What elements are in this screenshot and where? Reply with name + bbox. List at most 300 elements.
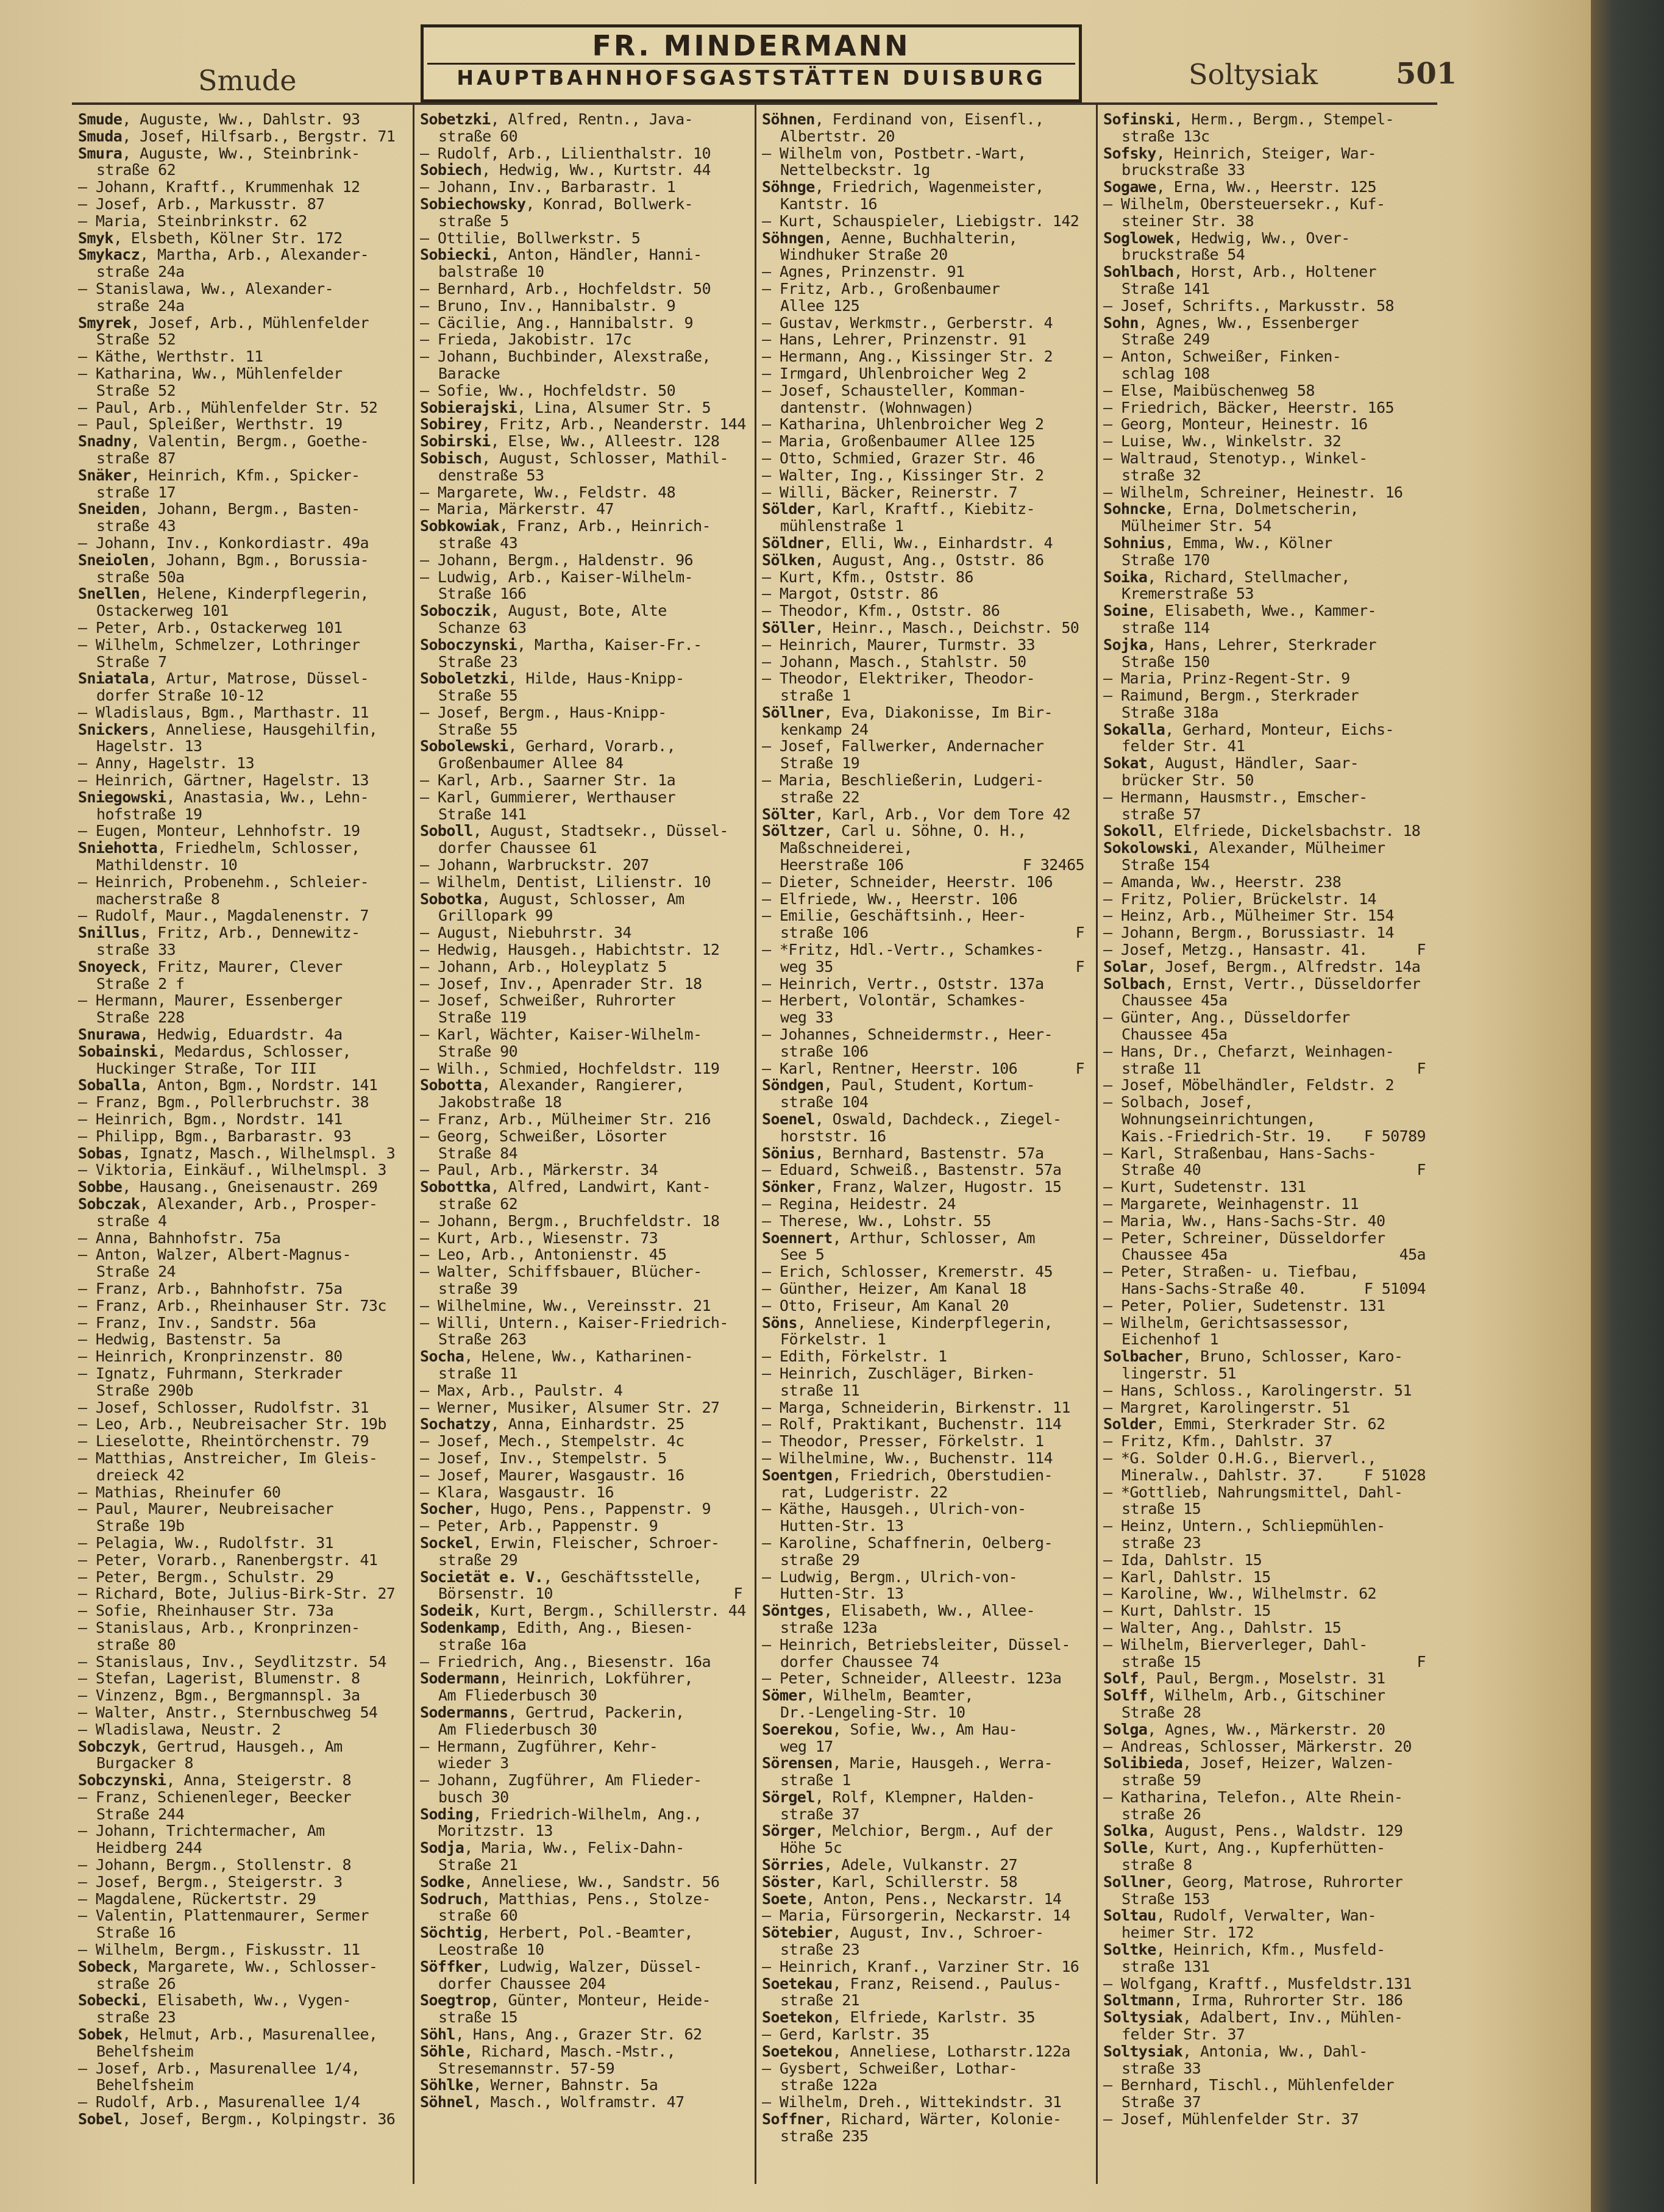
directory-entry [420, 924, 746, 941]
directory-entry [1103, 1094, 1429, 1144]
entry-continuation: horststr. 16 [780, 1127, 886, 1145]
directory-entry [762, 976, 1088, 993]
directory-entry [1103, 1992, 1429, 2009]
directory-entry [78, 1772, 404, 1789]
directory-entry [78, 1874, 404, 1891]
directory-entry [78, 1128, 404, 1145]
entry-surname: Sollner [1103, 1872, 1165, 1891]
entry-first-line: — Amanda, Ww., Heerstr. 238 [1103, 872, 1342, 891]
directory-column-3 [762, 111, 1088, 2190]
directory-entry [1103, 2009, 1429, 2043]
directory-entry [762, 1822, 1088, 1857]
entry-surname: Sneiolen [78, 551, 149, 569]
entry-first-line: Soetekau, Franz, Reisend., Paulus- [762, 1974, 1062, 1993]
entry-first-line: Sobotka, August, Schlosser, Am [420, 890, 684, 908]
entry-continuation: straße 26 [1122, 1805, 1201, 1823]
directory-entry [78, 399, 404, 416]
directory-entry [78, 1654, 404, 1671]
entry-first-line: Söhnge, Friedrich, Wagenmeister, [762, 178, 1044, 196]
entry-first-line: — Wilhelm, Bergm., Fiskusstr. 11 [78, 1941, 360, 1959]
directory-entry [78, 433, 404, 467]
entry-surname: Sodermann [420, 1669, 500, 1688]
entry-continuation: straße 50a [96, 568, 185, 586]
entry-continuation: straße 13c [1122, 127, 1210, 145]
entry-surname: Sobczyk [78, 1737, 140, 1755]
entry-continuation: Stresemannstr. 57-59 [438, 2059, 615, 2077]
entry-continuation: straße 1 [780, 1771, 851, 1789]
entry-surname: Solder [1103, 1415, 1156, 1433]
entry-first-line: — Fritz, Polier, Brückelstr. 14 [1103, 890, 1376, 908]
entry-first-line: — Wilhelm, Dreh., Wittekindstr. 31 [762, 2093, 1062, 2111]
entry-surname: Sohlbach [1103, 263, 1174, 281]
entry-first-line: — Willi, Bäcker, Reinerstr. 7 [762, 483, 1018, 501]
entry-first-line: Socher, Hugo, Pens., Pappenstr. 9 [420, 1500, 711, 1518]
entry-first-line: — Stefan, Lagerist, Blumenstr. 8 [78, 1669, 360, 1688]
entry-continuation: Straße 153 [1122, 1889, 1210, 1908]
page-number: 501 [1396, 57, 1457, 91]
entry-surname: Sönker [762, 1178, 815, 1196]
entry-continuation: Hutten-Str. 13 [780, 1517, 904, 1535]
entry-surname: Söhle [420, 2042, 464, 2060]
entry-first-line: Sollner, Georg, Matrose, Ruhrorter [1103, 1872, 1403, 1891]
directory-entry [762, 1263, 1088, 1280]
entry-first-line: — Josef, Mühlenfelder Str. 37 [1103, 2110, 1359, 2128]
directory-entry [420, 1992, 746, 2026]
entry-first-line: Söhlke, Werner, Bahnstr. 5a [420, 2076, 658, 2094]
entry-first-line: Sobiech, Hedwig, Ww., Kurtstr. 44 [420, 161, 711, 179]
entry-first-line: — Wilhelmine, Ww., Vereinsstr. 21 [420, 1296, 711, 1315]
directory-entry [420, 637, 746, 671]
entry-first-line: Sobas, Ignatz, Masch., Wilhelmspl. 3 [78, 1144, 396, 1162]
column-divider [755, 105, 756, 2184]
directory-entry [420, 1602, 746, 1619]
entry-continuation: bruckstraße 33 [1122, 161, 1245, 179]
directory-entry [1103, 501, 1429, 535]
directory-column-1 [78, 111, 404, 2190]
entry-surname: Sölder [762, 500, 815, 518]
entry-first-line: Sobetzki, Alfred, Rentn., Java- [420, 111, 694, 128]
entry-first-line: — Günter, Ang., Düsseldorfer [1103, 1008, 1350, 1027]
directory-entry [420, 1026, 746, 1060]
entry-continuation: Straße 55 [438, 720, 518, 738]
entry-surname: Soboczik [420, 602, 491, 620]
directory-entry [420, 230, 746, 247]
entry-continuation: Straße 166 [438, 585, 527, 603]
directory-entry [762, 1907, 1088, 1924]
directory-entry [1103, 1670, 1429, 1687]
directory-entry [78, 1619, 404, 1654]
entry-continuation: Chaussee 45a [1122, 1026, 1228, 1044]
entry-surname: Sobecki [78, 1991, 140, 2010]
entry-first-line: — Andreas, Schlosser, Märkerstr. 20 [1103, 1737, 1412, 1755]
entry-first-line: Soenel, Oswald, Dachdeck., Ziegel- [762, 1110, 1062, 1129]
entry-first-line: — Max, Arb., Paulstr. 4 [420, 1381, 623, 1399]
directory-entry [420, 958, 746, 976]
directory-entry [762, 602, 1088, 619]
directory-entry [1103, 2043, 1429, 2077]
entry-continuation: Huckinger Straße, Tor III [96, 1059, 317, 1077]
entry-first-line: Sörger, Melchior, Bergm., Auf der [762, 1822, 1053, 1840]
entry-first-line: — Ignatz, Fuhrmann, Sterkrader [78, 1364, 343, 1382]
entry-continuation: straße 23 [1122, 1533, 1201, 1552]
directory-entry [420, 891, 746, 925]
entry-first-line: Sörries, Adele, Vulkanstr. 27 [762, 1856, 1018, 1874]
directory-entry [1103, 721, 1429, 755]
entry-first-line: — Rudolf, Arb., Lilienthalstr. 10 [420, 144, 711, 162]
entry-surname: Sobczynski [78, 1771, 166, 1789]
entry-first-line: Sofsky, Heinrich, Steiger, War- [1103, 144, 1377, 162]
directory-entry [420, 1518, 746, 1535]
banner-company-name: FR. MINDERMANN [592, 29, 911, 62]
entry-first-line: — Georg, Monteur, Heinestr. 16 [1103, 415, 1368, 433]
entry-first-line: Söffker, Ludwig, Walzer, Düssel- [420, 1957, 702, 1975]
entry-surname: Solar [1103, 957, 1148, 976]
entry-first-line: — Anton, Schweißer, Finken- [1103, 348, 1342, 366]
entry-continuation: straße 59 [1122, 1771, 1201, 1789]
entry-first-line: — Leo, Arb., Antonienstr. 45 [420, 1246, 667, 1264]
entry-first-line: — Karl, Straßenbau, Hans-Sachs- [1103, 1144, 1376, 1162]
directory-entry [762, 382, 1088, 416]
entry-first-line: — Johann, Masch., Stahlstr. 50 [762, 652, 1026, 671]
entry-first-line: — Sofie, Ww., Hochfeldstr. 50 [420, 381, 676, 399]
entry-first-line: — Hermann, Zugführer, Kehr- [420, 1737, 658, 1755]
entry-first-line: Smykacz, Martha, Arb., Alexander- [78, 246, 369, 264]
directory-entry [1103, 1297, 1429, 1315]
entry-first-line: Sölter, Karl, Arb., Vor dem Tore 42 [762, 805, 1070, 823]
entry-surname: Sörensen [762, 1754, 833, 1772]
entry-first-line: Smura, Auguste, Ww., Steinbrink- [78, 144, 360, 162]
entry-surname: Sobiech [420, 161, 482, 179]
directory-entry [1103, 1552, 1429, 1569]
entry-continuation: straße 17 [96, 483, 176, 501]
entry-continuation: Straße 2 f [96, 974, 185, 993]
entry-first-line: Sobczynski, Anna, Steigerstr. 8 [78, 1771, 351, 1789]
entry-first-line: — Josef, Bergm., Haus-Knipp- [420, 703, 667, 721]
entry-first-line: — Josef, Bergm., Steigerstr. 3 [78, 1872, 343, 1891]
directory-entry [762, 1687, 1088, 1721]
entry-first-line: — Josef, Inv., Stempelstr. 5 [420, 1449, 667, 1467]
entry-surname: Sömer [762, 1686, 806, 1705]
directory-entry [78, 1789, 404, 1823]
entry-first-line: Sobbe, Hausang., Gneisenaustr. 269 [78, 1178, 378, 1196]
entry-first-line: — Walter, Anstr., Sternbuschweg 54 [78, 1703, 378, 1721]
entry-continuation: Straße 52 [96, 330, 176, 349]
entry-first-line: — Karoline, Ww., Wilhelmstr. 62 [1103, 1585, 1376, 1603]
entry-first-line: Sölder, Karl, Kraftf., Kiebitz- [762, 500, 1036, 518]
entry-continuation: Eichenhof 1 [1122, 1330, 1218, 1349]
entry-first-line: Sokoll, Elfriede, Dickelsbachstr. 18 [1103, 822, 1421, 840]
directory-entry [762, 1569, 1088, 1603]
entry-surname: Sodermanns [420, 1703, 508, 1721]
directory-entry [78, 315, 404, 349]
entry-continuation: straße 60 [438, 127, 518, 145]
entry-first-line: Snoyeck, Fritz, Maurer, Clever [78, 957, 343, 976]
entry-surname: Snillus [78, 924, 140, 942]
entry-first-line: — Waltraud, Stenotyp., Winkel- [1103, 449, 1368, 467]
entry-first-line: Sötebier, August, Inv., Schroer- [762, 1924, 1044, 1942]
entry-continuation: weg 35 F [762, 958, 1088, 976]
entry-continuation: Jakobstraße 18 [438, 1093, 562, 1111]
entry-continuation: Wohnungseinrichtungen, [1122, 1110, 1315, 1129]
entry-continuation: dorfer Chaussee 204 [438, 1974, 606, 1993]
directory-entry [1103, 416, 1429, 433]
entry-continuation: straße 29 [780, 1550, 860, 1569]
directory-entry [78, 128, 404, 145]
entry-first-line: Sneiden, Johann, Bergm., Basten- [78, 500, 360, 518]
directory-entry [1103, 298, 1429, 315]
entry-first-line: — Johann, Buchbinder, Alexstraße, [420, 348, 711, 366]
entry-surname: Sörgel [762, 1788, 815, 1806]
directory-entry [420, 789, 746, 823]
directory-entry [1103, 569, 1429, 603]
entry-surname: Soboczynski [420, 635, 517, 654]
entry-surname: Sobolewski [420, 737, 508, 755]
entry-first-line: — Ottilie, Bollwerkstr. 5 [420, 229, 641, 247]
entry-surname: Söhnge [762, 178, 815, 196]
entry-surname: Sofinski [1103, 111, 1174, 128]
entry-first-line: — Johann, Bergm., Bruchfeldstr. 18 [420, 1211, 720, 1230]
entry-first-line: — Matthias, Anstreicher, Im Gleis- [78, 1449, 378, 1467]
entry-surname: Sokolowski [1103, 839, 1192, 857]
entry-first-line: Sochatzy, Anna, Einhardstr. 25 [420, 1415, 684, 1433]
entry-surname: Snoyeck [78, 957, 140, 976]
entry-surname: Snadny [78, 432, 131, 451]
entry-first-line: — Kurt, Schauspieler, Liebigstr. 142 [762, 212, 1079, 230]
directory-entry [420, 1924, 746, 1958]
directory-entry [1103, 755, 1429, 789]
directory-entry [1103, 1569, 1429, 1586]
entry-continuation: straße 33 [96, 941, 176, 959]
entry-surname: Solbacher [1103, 1347, 1183, 1366]
directory-entry [762, 1891, 1088, 1908]
entry-continuation: Höhe 5c [780, 1839, 842, 1857]
entry-continuation: straße 43 [438, 533, 518, 552]
directory-entry [78, 1907, 404, 1941]
entry-first-line: — Paul, Arb., Märkerstr. 34 [420, 1161, 658, 1179]
directory-entry [762, 331, 1088, 348]
directory-entry [78, 1704, 404, 1721]
entry-surname: Söhngen [762, 229, 824, 247]
entry-phone-flag: F 50789 [1364, 1127, 1426, 1145]
entry-continuation: Straße 23 [438, 652, 518, 671]
directory-entry [420, 1179, 746, 1213]
entry-first-line: — Walter, Ing., Kissinger Str. 2 [762, 466, 1044, 484]
entry-continuation: straße 123a [780, 1618, 877, 1636]
entry-first-line: Solf, Paul, Bergm., Moselstr. 31 [1103, 1669, 1385, 1688]
directory-entry [1103, 1484, 1429, 1518]
directory-entry [762, 111, 1088, 145]
entry-first-line: Sojka, Hans, Lehrer, Sterkrader [1103, 635, 1376, 654]
directory-entry [762, 145, 1088, 179]
directory-entry [78, 1450, 404, 1484]
entry-first-line: Societät e. V., Geschäftsstelle, [420, 1568, 702, 1586]
entry-first-line: — Käthe, Hausgeh., Ulrich-von- [762, 1500, 1026, 1518]
entry-first-line: — Heinz, Arb., Mülheimer Str. 154 [1103, 907, 1394, 925]
directory-entry [420, 1484, 746, 1501]
entry-first-line: — Therese, Ww., Lohstr. 55 [762, 1211, 991, 1230]
entry-continuation: Leostraße 10 [438, 1941, 544, 1959]
directory-entry [78, 1585, 404, 1602]
directory-entry [1103, 1585, 1429, 1602]
directory-entry [78, 2060, 404, 2094]
directory-entry [420, 1450, 746, 1467]
directory-entry [78, 1958, 404, 1993]
entry-surname: Sobetzki [420, 111, 491, 128]
entry-first-line: — Johann, Warbruckstr. 207 [420, 856, 649, 874]
entry-first-line: — Josef, Schweißer, Ruhrorter [420, 991, 676, 1010]
directory-entry [762, 1857, 1088, 1874]
directory-entry [420, 1399, 746, 1416]
entry-first-line: Sörensen, Marie, Hausgeh., Werra- [762, 1754, 1053, 1772]
entry-continuation: dantenstr. (Wohnwagen) [780, 398, 974, 416]
directory-entry [1103, 1755, 1429, 1789]
entry-first-line: — Heinrich, Bgm., Nordstr. 141 [78, 1110, 343, 1129]
entry-continuation: macherstraße 8 [96, 890, 220, 908]
entry-first-line: Solle, Kurt, Ang., Kupferhütten- [1103, 1839, 1385, 1857]
entry-surname: Söhlke [420, 2076, 473, 2094]
entry-first-line: Soentgen, Friedrich, Oberstudien- [762, 1466, 1053, 1484]
entry-first-line: — Raimund, Bergm., Sterkrader [1103, 687, 1359, 705]
entry-first-line: Söller, Heinr., Masch., Deichstr. 50 [762, 618, 1079, 637]
entry-first-line: — Georg, Schweißer, Lösorter [420, 1127, 667, 1145]
directory-entry [762, 416, 1088, 433]
entry-first-line: — Josef, Möbelhändler, Feldstr. 2 [1103, 1076, 1394, 1094]
directory-entry [1103, 348, 1429, 382]
entry-continuation: straße 15 F [1103, 1654, 1429, 1671]
entry-first-line: — August, Niebuhrstr. 34 [420, 924, 631, 942]
entry-first-line: Solka, August, Pens., Waldstr. 129 [1103, 1822, 1403, 1840]
entry-surname: Sobainski [78, 1042, 158, 1060]
entry-first-line: Sobirey, Fritz, Arb., Neanderstr. 144 [420, 415, 746, 433]
entry-surname: Soennert [762, 1229, 833, 1247]
entry-first-line: — Theodor, Elektriker, Theodor- [762, 669, 1035, 688]
entry-first-line: — Heinrich, Zuschläger, Birken- [762, 1364, 1035, 1382]
directory-entry [78, 196, 404, 213]
entry-continuation: Straße 21 [438, 1856, 518, 1874]
entry-continuation: Hans-Sachs-Straße 40. F 51094 [1103, 1280, 1429, 1297]
entry-continuation: Straße 141 [1122, 279, 1210, 298]
running-head-right: Soltysiak [1189, 58, 1318, 91]
entry-continuation: straße 11 [438, 1364, 518, 1382]
entry-surname: Snurawa [78, 1026, 140, 1044]
entry-first-line: Soballa, Anton, Bgm., Nordstr. 141 [78, 1076, 378, 1094]
entry-first-line: Sniatala, Artur, Matrose, Düssel- [78, 669, 369, 688]
directory-entry [78, 1670, 404, 1687]
entry-continuation: felder Str. 37 [1122, 2025, 1245, 2044]
entry-continuation: Straße 24 [96, 1263, 176, 1281]
entry-first-line: — Gysbert, Schweißer, Lothar- [762, 2059, 1018, 2077]
entry-first-line: — Maria, Steinbrinkstr. 62 [78, 212, 307, 230]
directory-entry [762, 569, 1088, 586]
entry-first-line: — Hedwig, Hausgeh., Habichtstr. 12 [420, 941, 720, 959]
entry-surname: Smude [78, 111, 123, 128]
entry-surname: Soete [762, 1889, 806, 1908]
entry-surname: Soetekou [762, 2042, 833, 2060]
entry-surname: Solle [1103, 1839, 1148, 1857]
entry-continuation: brücker Str. 50 [1122, 771, 1254, 790]
entry-surname: Söns [762, 1313, 797, 1332]
directory-entry [762, 315, 1088, 332]
directory-entry [420, 704, 746, 738]
directory-entry [78, 789, 404, 823]
entry-surname: Solga [1103, 1720, 1148, 1738]
directory-entry [762, 467, 1088, 484]
entry-first-line: — Eugen, Monteur, Lehnhofstr. 19 [78, 822, 360, 840]
directory-entry [420, 348, 746, 382]
entry-surname: Sobel [78, 2110, 123, 2128]
entry-first-line: — Bruno, Inv., Hannibalstr. 9 [420, 296, 676, 315]
entry-first-line: — Mathias, Rheinufer 60 [78, 1483, 281, 1501]
entry-first-line: — Karl, Rentner, Heerstr. 106 F [762, 1060, 1088, 1077]
entry-first-line: Söster, Karl, Schillerstr. 58 [762, 1872, 1018, 1891]
directory-entry [1103, 1043, 1429, 1077]
entry-surname: Söhl [420, 2025, 455, 2044]
entry-surname: Sodja [420, 1839, 464, 1857]
entry-continuation: Mathildenstr. 10 [96, 856, 238, 874]
entry-continuation: straße 106 F [762, 924, 1088, 941]
entry-first-line: — Gerd, Karlstr. 35 [762, 2025, 930, 2044]
directory-entry [78, 501, 404, 535]
entry-continuation: Windhuker Straße 20 [780, 246, 948, 264]
entry-first-line: Soine, Elisabeth, Wwe., Kammer- [1103, 602, 1376, 620]
entry-continuation: busch 30 [438, 1788, 509, 1806]
directory-entry [78, 924, 404, 958]
entry-surname: Sobek [78, 2025, 123, 2044]
entry-continuation: Mineralw., Dahlstr. 37. F 51028 [1103, 1467, 1429, 1484]
entry-first-line: — Bernhard, Tischl., Mühlenfelder [1103, 2076, 1394, 2094]
entry-first-line: — Wilh., Schmied, Hochfeldstr. 119 [420, 1059, 720, 1077]
entry-surname: Smura [78, 144, 123, 162]
directory-entry [762, 1500, 1088, 1535]
directory-entry [762, 670, 1088, 704]
directory-entry [1103, 1009, 1429, 1043]
directory-entry [1103, 399, 1429, 416]
entry-first-line: — Ludwig, Bergm., Ulrich-von- [762, 1568, 1018, 1586]
entry-first-line: Solbacher, Bruno, Schlosser, Karo- [1103, 1347, 1403, 1366]
entry-surname: Sokalla [1103, 720, 1165, 738]
entry-surname: Solf [1103, 1669, 1139, 1688]
directory-entry [762, 179, 1088, 213]
entry-surname: Societät e. V. [420, 1568, 544, 1586]
entry-first-line: — Franz, Inv., Sandstr. 56a [78, 1313, 316, 1332]
entry-first-line: — Käthe, Werthstr. 11 [78, 348, 263, 366]
directory-entry [1103, 1348, 1429, 1382]
entry-phone-flag: F 51094 [1364, 1279, 1426, 1297]
entry-continuation: Straße 52 [96, 381, 176, 399]
entry-continuation: Straße 249 [1122, 330, 1210, 349]
directory-entry [78, 1077, 404, 1094]
directory-entry [420, 1874, 746, 1891]
entry-first-line: — Philipp, Bgm., Barbarastr. 93 [78, 1127, 351, 1145]
directory-entry [762, 907, 1088, 941]
entry-first-line: — Fritz, Kfm., Dahlstr. 37 [1103, 1432, 1332, 1450]
directory-entry [420, 602, 746, 637]
entry-continuation: felder Str. 41 [1122, 737, 1245, 755]
entry-continuation: dreieck 42 [96, 1466, 185, 1484]
entry-surname: Smyrek [78, 313, 131, 332]
entry-surname: Söndgen [762, 1076, 824, 1094]
entry-first-line: Soetekou, Anneliese, Lotharstr.122a [762, 2042, 1070, 2060]
directory-entry [78, 1552, 404, 1569]
directory-entry [420, 280, 746, 298]
directory-entry [1103, 230, 1429, 264]
directory-entry [762, 1670, 1088, 1687]
directory-entry [1103, 840, 1429, 874]
entry-first-line: Söndgen, Paul, Student, Kortum- [762, 1076, 1036, 1094]
directory-entry [78, 1857, 404, 1874]
entry-surname: Soltau [1103, 1907, 1156, 1925]
entry-continuation: schlag 108 [1122, 364, 1210, 382]
